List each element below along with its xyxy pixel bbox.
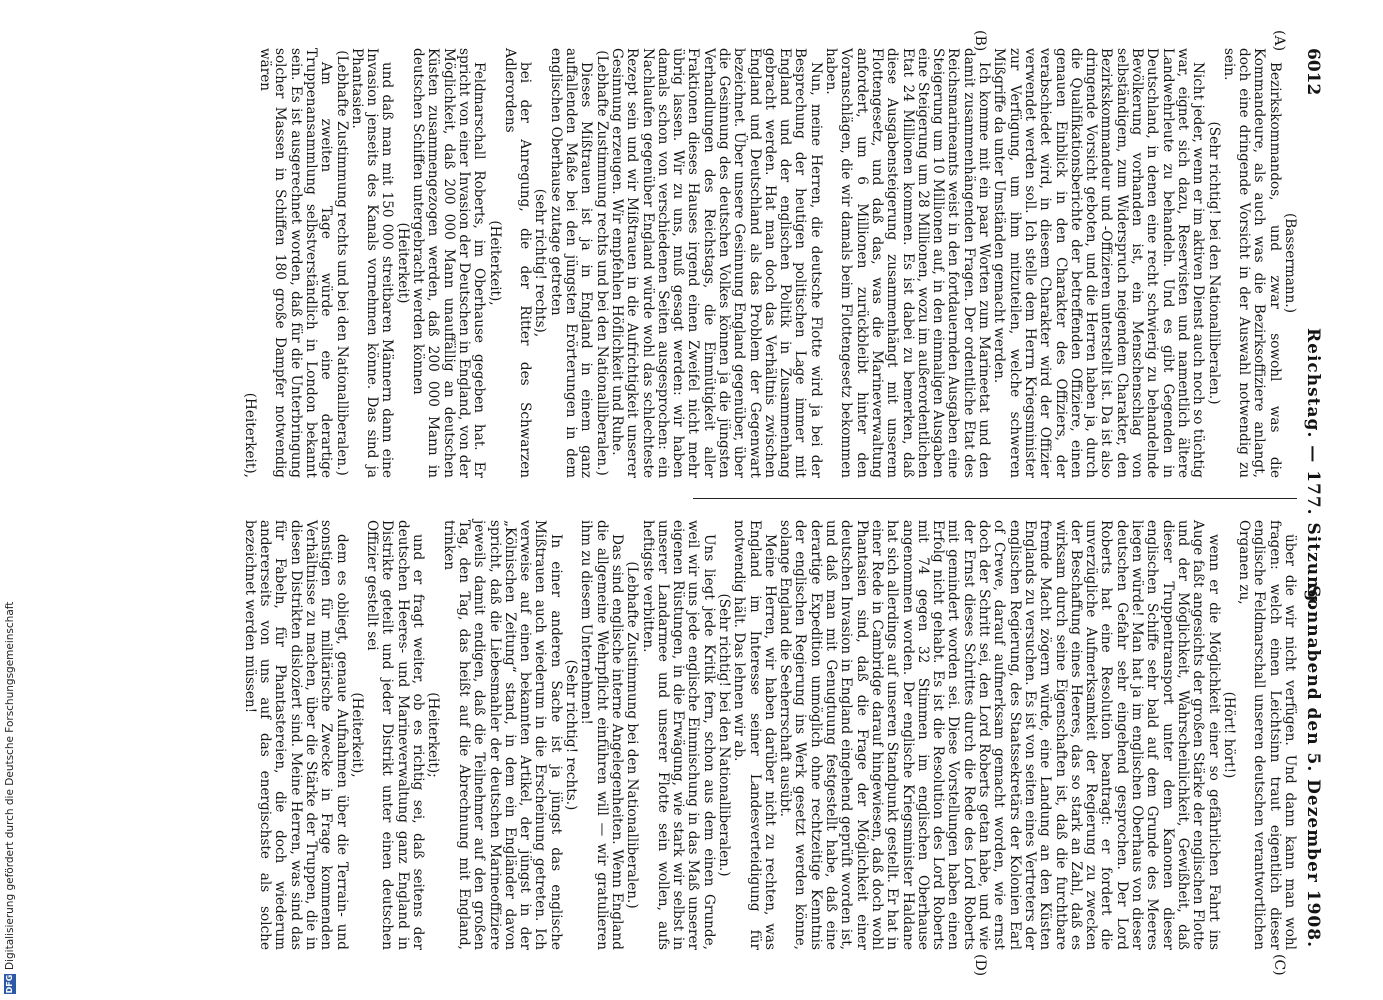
dfg-credit — [4, 598, 18, 994]
margin-marker-d: (D) — [972, 954, 988, 977]
paragraph: (Sehr richtig! bei den Nationalliberalen.) — [716, 593, 733, 877]
dfg-logo: DFG — [5, 974, 14, 994]
paragraph: (sehr richtig! rechts), — [532, 188, 549, 338]
paragraph: und er fragt weiter, ob es richtig sei, daß seitens der deutschen Heeres- und Marineverwaltung ganz England in Distrikte geteilt und jeder Distrikt unter einen deutschen Offizier gestellt sei — [364, 520, 427, 950]
margin-marker-b: (B) — [972, 30, 988, 52]
paragraph: (Heiterkeit) — [394, 222, 411, 304]
page-title: Reichstag. — 177. Sitzung. — [1303, 328, 1323, 610]
paragraph: Am zweiten Tage würde eine derartige Truppenansammlung selbstverständlich in London bekannt sein. Es ist ausgerechnet worden, daß für die Unterbringung solcher Massen in Schiffen 180 große Dampfer notwendig wären — [257, 48, 335, 478]
paragraph: (Heiterkeit), — [241, 392, 258, 478]
paragraph: Meine Herren, wir haben darüber nicht zu rechten, was England im Interesse seiner Landesverteidigung für notwendig hält. Das lehnen wir ab. — [731, 520, 778, 950]
paragraph: Feldmarschall Roberts, im Oberhause gegeben hat. Er spricht von einer Invasion der Deutschen in England, von der Möglichkeit, daß 200 000 Mann unauffällig an deutschen Küsten zusammengezogen werden, daß 200 000 Mann in deutschen Schiffen untergebracht werden können — [410, 48, 488, 478]
paragraph: über die wir nicht verfügen. Und dann kann man wohl fragen: welch einen Leichtsinn traut eigentlich dieser englische Feldmarschall unseren deutschen verantwortlichen Organen zu, — [1236, 520, 1298, 950]
paragraph: bei der Anregung, die der Ritter des Schwarzen Adlerordens — [501, 48, 534, 478]
paragraph: und daß man mit 150 000 streitbaren Männern dann eine Invasion jenseits des Kanals vornehmen könne. Das sind ja Phantasien. — [348, 48, 396, 478]
paragraph: (Hört! hört!) — [1220, 691, 1237, 779]
paragraph: dem es obliegt, genaue Aufnahmen über die Terrain- und sonstigen für militärische Zwecke in Frage kommenden Verhältnisse zu machen, über die Stärke der Truppen, die in diesen Distrikten disloziert sind. Meine Herren, was sind das für Fabeln, für Phantastereien, die doch wiederum andererseits von uns auf das energischste als solche bezeichnet werden müssen! — [241, 520, 350, 950]
paragraph: (Sehr richtig! rechts.) — [563, 659, 580, 811]
paragraph: Bezirkskommandos, und zwar sowohl was die Kommandeure, als auch was die Bezirksoffiziere anlangt, doch eine dringende Vorsicht in der Auswahl notwendig zu sein. — [1220, 48, 1283, 478]
margin-marker-a: (A) — [1271, 30, 1287, 52]
paragraph: (Heiterkeit); — [425, 692, 442, 778]
paragraph: Nicht jeder, wenn er im aktiven Dienst auch noch so tüchtig war, eignet sich dazu, Reservisten und namentlich ältere Landwehrleute zu behandeln. Und es gibt Gegenden in Deutschland, in denen eine recht schwierig zu behandelnde Bevölkerung vorhanden ist, ein Menschenschlag von selbständigem, zum Widerspruch neigendem Charakter, den Bezirkskommandeur und -Offizieren unterstellt ist. Da ist also dringende Vorsicht geboten, und die Herren haben ja, durch die Qualifikationsberichte der betreffenden Offiziere, einen genauen Einblick in den Charakter des Offiziers, der verabschiedet wird, in diesem Charakter wird der Offizier verwendet werden soll. Ich stelle dem Herrn Kriegsminister zur Verfügung, um ihm mitzuteilen, welche schweren Mißgriffe da unter Umständen gemacht werden. — [991, 48, 1207, 478]
margin-marker-c: (C) — [1271, 954, 1287, 976]
paragraph: (Lebhafte Zustimmung bei den Nationalliberalen.) — [624, 561, 641, 909]
paragraph: Das sind englische interne Angelegenheiten. Wenn England die allgemeine Wehrpflicht einführen will — wir gratulieren ihm zu diesem Unternehmen! — [578, 520, 625, 950]
paragraph: Uns liegt jede Kritik fern, schon aus dem einen Grunde, weil wir uns jede englische Einmischung in das Maß unserer eigenen Rüstungen, in die Erwägung, wie stark wir selbst in unserer Landarmee und unserer Flotte sein wollen, aufs heftigste verbitten. — [639, 520, 717, 950]
paragraph: (Lebhafte Zustimmung rechts und bei den Nationalliberalen.) — [333, 50, 350, 476]
paragraph: (Bassermann.) — [1282, 212, 1298, 314]
page-number: 6012 — [1303, 48, 1323, 96]
paragraph: (Lebhafte Zustimmung rechts und bei den Nationalliberalen.) — [593, 50, 610, 476]
left-column — [241, 48, 1298, 478]
paragraph: wenn er die Möglichkeit einer so gefährlichen Fahrt ins Auge faßt angesichts der großen Stärke der englischen Flotte und der Möglichkeit, Wahrscheinlichkeit, Gewißheit, daß dieser Truppentransport unter dem Kanonen dieser englischen Schiffe sehr bald auf dem Grunde des Meeres liegen würde! Man hat ja im englischen Oberhaus von dieser deutschen Gefahr sehr eingehend gesprochen. Der Lord Roberts hat eine Resolution beantragt: er fordert die unverzügliche Aufmerksamkeit der Regierung zu zwecken der Beschaffung eines Heeres, das so stark an Zahl, daß es wirksam durch seine Eigenschaften ist, daß die furchtbare fremde Macht zögern würde, eine Landung an den Küsten Englands zu versuchen. Es ist von seiten eines Vertreters der englischen Regierung, des Staatssekretärs der Kolonien Earl of Crewe, darauf aufmerksam gemacht worden, wie ernst doch der Schritt sei, den Lord Roberts getan habe, und wie der Ernst dieses Schrittes durch die Rede des Lord Roberts mit gemindert worden sei. Diese Vorstellungen haben einen Erfolg nicht gehabt. Es ist die Resolution des Lord Roberts mit 74 gegen 32 Stimmen im englischen Oberhause angenommen worden. Der englische Kriegsminister Haldane hat sich allerdings auf unseren Standpunkt gestellt. Er hat in einer Rede in Cambridge darauf hingewiesen, daß doch wohl Phantasien sind, daß die Frage der Möglichkeit einer deutschen Invasion in England eingehend geprüft worden ist, und daß man mit Genugtuung festgestellt habe, daß eine derartige Expedition unmöglich ohne rechtzeitige Kenntnis der englischen Regierung ins Werk gesetzt werden könne, solange England die Seeherrschaft ausübt. — [777, 520, 1222, 950]
dfg-credit-text: Digitalisierung gefördert durch die Deutsche Forschungsgemeinschaft — [4, 601, 16, 970]
paragraph: (Heiterkeit), — [348, 692, 365, 778]
right-column — [241, 520, 1298, 950]
page-header — [1301, 48, 1323, 948]
paragraph: Ich komme mit ein paar Worten zum Marineetat und den damit zusammenhängenden Fragen. Der ordentliche Etat des Reichsmarineamts weist in den fortdauernden Ausgaben eine Steigerung um 10 Millionen auf, in den einmaligen Ausgaben eine Steigerung um 28 Millionen, wozu im außerordentlichen Etat 24 Millionen kommen. Es ist dabei zu bemerken, daß diese Ausgabensteigerung zusammenhängt mit unserem Flottengesetz, und daß das, was die Marineverwaltung anfordert, um 6 Millionen zurückbleibt hinter den Voranschlägen, die wir damals beim Flottengesetz bekommen haben. — [823, 48, 993, 478]
paragraph: Nun, meine Herren, die deutsche Flotte wird ja bei der Besprechung der heutigen politischen Lage immer mit England und der englischen Politik in Zusammenhang gebracht werden. Hat man doch das Verhältnis zwischen England und Deutschland als das Problem der Gegenwart bezeichnet. Über unsere Gesinnung England gegenüber, über die Gesinnung des deutschen Volkes können ja die jüngsten Verhandlungen des Reichstags, die Einmütigkeit aller Fraktionen dieses Hauses irgend einen Zweifel nicht mehr übrig lassen. Wir zu uns, muß gesagt werden: wir haben damals schon von verschiedenen Seiten ausgesprochen: ein Nachlaufen gegenüber England würde wohl das schlechteste Rezept sein und wir Mißtrauen in die Aufrichtigkeit unserer Gesinnung erzeugen. Wir empfehlen Höflichkeit und Ruhe. — [608, 48, 824, 478]
paragraph: (Sehr richtig! bei den Nationalliberalen.) — [1205, 121, 1222, 405]
page-date: Sonnabend den 5. Dezember 1908. — [1303, 585, 1323, 948]
paragraph: (Heiterkeit), — [486, 220, 503, 306]
paragraph: In einer anderen Sache ist ja jüngst das englische Mißtrauen auch wiederum in die Erscheinung getreten. Ich verweise auf einen bekannten Artikel, der jüngst in der „Kölnischen Zeitung“ stand, in dem ein Engländer davon spricht, daß die Liebesmahler der deutschen Marineoffiziere jeweils damit endigen, daß die Teilnehmer auf den großen Tag, den Tag, das heißt auf die Abrechnung mit England, trinken — [440, 520, 564, 950]
column-divider — [693, 498, 1297, 499]
paragraph: Dieses Mißtrauen ist ja in England in einem ganz auffallenden Maße bei den jüngsten Erörterungen in dem englischen Oberhause zutage getreten — [547, 48, 595, 478]
